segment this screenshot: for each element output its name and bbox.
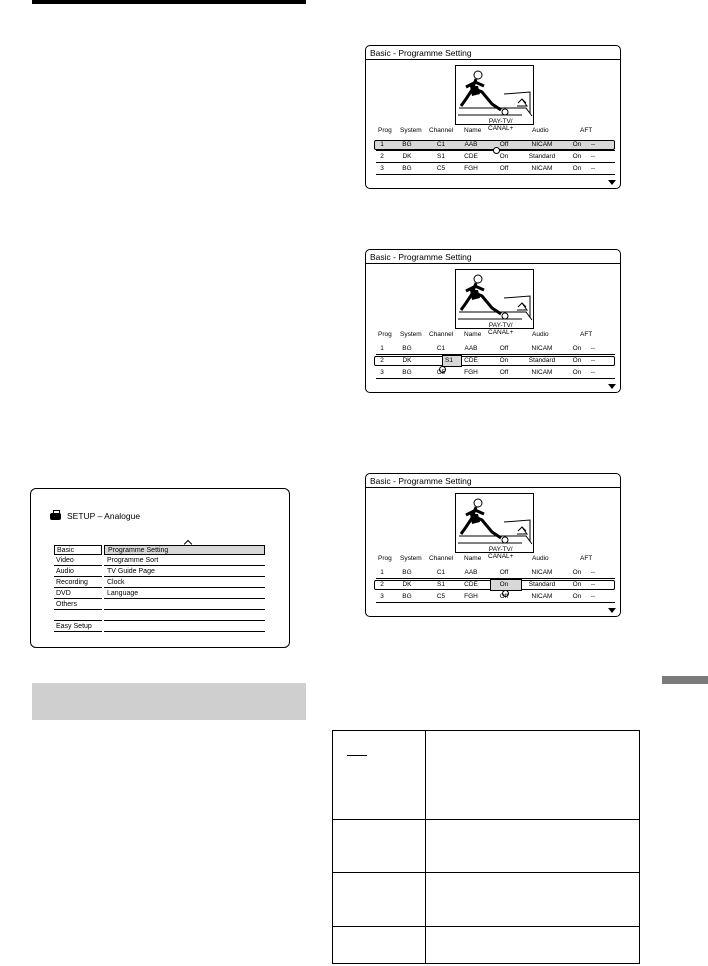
table-row[interactable] [376, 356, 615, 366]
col-prog-header: Prog [378, 331, 392, 338]
col-name-header: Name [464, 331, 482, 338]
table-row[interactable] [376, 164, 615, 175]
soccer-player-picture [455, 269, 534, 329]
cell-name: AAB [464, 569, 478, 576]
col-name-header: Name [464, 555, 482, 562]
cell-prog: 1 [380, 569, 384, 576]
cell-channel: C5 [436, 593, 446, 600]
cell-channel: S1 [437, 581, 445, 588]
cell-prog: 1 [380, 141, 384, 148]
category-recording[interactable]: Recording [54, 578, 102, 588]
cell-aft: On [572, 357, 582, 364]
cell-extra: -- [590, 369, 596, 376]
col-channel-header: Channel [429, 331, 454, 338]
cell-channel: C5 [436, 165, 446, 172]
table-row-divider [333, 819, 639, 820]
option-empty [104, 611, 265, 621]
option-programme-sort[interactable]: Programme Sort [104, 556, 265, 566]
soccer-player-picture [455, 493, 534, 553]
category-dvd[interactable]: DVD [54, 589, 102, 599]
cell-name: CDE [464, 153, 478, 160]
scroll-down-arrow-icon[interactable] [608, 384, 616, 389]
settings-table [332, 730, 640, 964]
category-video[interactable]: Video [54, 556, 102, 566]
programme-setting-screen-1 [365, 45, 621, 189]
col-prog-header: Prog [378, 127, 392, 134]
cell-prog: 2 [380, 357, 384, 364]
col-channel-header: Channel [429, 127, 454, 134]
table-row[interactable] [376, 152, 615, 163]
col-system-header: System [400, 555, 422, 562]
cell-aft: On [572, 369, 582, 376]
cell-audio: Standard [528, 153, 556, 160]
cell-paytv: Off [499, 345, 509, 352]
cell-system: BG [402, 569, 412, 576]
col-aft-header: AFT [580, 555, 593, 562]
cell-paytv: On [499, 153, 509, 160]
section-heading-band [32, 683, 306, 720]
setup-analogue-screen [30, 488, 290, 648]
cell-system: BG [402, 141, 412, 148]
cell-audio: NICAM [531, 569, 553, 576]
col-name-header: Name [464, 127, 482, 134]
table-row[interactable] [376, 568, 615, 579]
table-row[interactable] [376, 592, 615, 603]
col-aft-header: AFT [580, 127, 593, 134]
cell-audio: NICAM [531, 141, 553, 148]
cell-name: AAB [464, 141, 478, 148]
programme-setting-screen-2 [365, 249, 621, 393]
default-underline-mark [347, 755, 367, 756]
cell-extra: -- [590, 141, 596, 148]
cell-extra: -- [590, 357, 596, 364]
cell-audio: Standard [528, 581, 556, 588]
cell-paytv: On [499, 357, 509, 364]
table-row[interactable] [376, 580, 615, 590]
col-system-header: System [400, 331, 422, 338]
table-row-divider [333, 872, 639, 873]
cell-system: BG [402, 165, 412, 172]
cell-name: CDE [464, 357, 478, 364]
option-tv-guide-page[interactable]: TV Guide Page [104, 567, 265, 577]
option-programme-setting[interactable]: Programme Setting [104, 545, 265, 555]
cell-paytv: Off [499, 165, 509, 172]
cell-system: BG [402, 369, 412, 376]
cell-paytv: Off [499, 141, 509, 148]
table-row[interactable] [376, 368, 615, 379]
cell-channel: C5 [436, 369, 446, 376]
cell-paytv: Off [499, 593, 509, 600]
setup-title: SETUP – Analogue [67, 511, 141, 521]
scroll-down-arrow-icon[interactable] [608, 180, 616, 185]
cell-aft: On [572, 165, 582, 172]
cell-paytv: On [499, 581, 509, 588]
col-audio-header: Audio [532, 331, 549, 338]
col-channel-header: Channel [429, 555, 454, 562]
option-empty [104, 622, 265, 632]
cell-aft: On [572, 141, 582, 148]
category-others[interactable]: Others [54, 600, 102, 610]
cell-name: AAB [464, 345, 478, 352]
cell-aft: On [572, 593, 582, 600]
category-basic[interactable]: Basic [54, 545, 102, 555]
cell-prog: 2 [380, 153, 384, 160]
cell-channel: C1 [436, 345, 446, 352]
col-audio-header: Audio [532, 555, 549, 562]
programme-setting-screen-3 [365, 473, 621, 617]
cell-name: CDE [464, 581, 478, 588]
toolbox-icon [50, 513, 61, 520]
cell-system: BG [402, 593, 412, 600]
cell-channel: C1 [436, 569, 446, 576]
category-audio[interactable]: Audio [54, 567, 102, 577]
cell-extra: -- [590, 569, 596, 576]
cell-name: FGH [464, 369, 478, 376]
cell-prog: 1 [380, 345, 384, 352]
cell-audio: NICAM [531, 165, 553, 172]
option-empty [104, 600, 265, 610]
cell-audio: NICAM [531, 369, 553, 376]
col-paytv-header: PAY-TV/ CANAL+ [488, 322, 514, 336]
scroll-down-arrow-icon[interactable] [608, 608, 616, 613]
cell-channel: C1 [436, 141, 446, 148]
cell-system: DK [402, 153, 412, 160]
col-prog-header: Prog [378, 555, 392, 562]
cell-system: BG [402, 345, 412, 352]
option-clock[interactable]: Clock [104, 578, 265, 588]
cell-extra: -- [590, 345, 596, 352]
cell-aft: On [572, 581, 582, 588]
table-column-divider [425, 731, 426, 963]
chapter-side-tab [662, 676, 708, 684]
cell-channel: S1 [445, 357, 453, 364]
col-audio-header: Audio [532, 127, 549, 134]
cell-prog: 3 [380, 165, 384, 172]
cell-audio: NICAM [531, 345, 553, 352]
category-easy-setup[interactable]: Easy Setup [54, 622, 102, 632]
screen-title: Basic - Programme Setting [366, 474, 620, 488]
cell-paytv: Off [499, 369, 509, 376]
screen-title: Basic - Programme Setting [366, 250, 620, 264]
cell-extra: -- [590, 165, 596, 172]
screen-title: Basic - Programme Setting [366, 46, 620, 60]
col-system-header: System [400, 127, 422, 134]
cell-extra: -- [590, 581, 596, 588]
cell-extra: -- [590, 153, 596, 160]
cell-prog: 3 [380, 593, 384, 600]
cell-audio: Standard [528, 357, 556, 364]
col-paytv-header: PAY-TV/ CANAL+ [488, 118, 514, 132]
cell-channel: S1 [437, 153, 445, 160]
cell-system: DK [402, 581, 412, 588]
cell-paytv: Off [499, 569, 509, 576]
cell-prog: 3 [380, 369, 384, 376]
cell-aft: On [572, 569, 582, 576]
cell-name: FGH [464, 165, 478, 172]
cell-audio: NICAM [531, 593, 553, 600]
cell-extra: -- [590, 593, 596, 600]
option-language[interactable]: Language [104, 589, 265, 599]
cell-prog: 2 [380, 581, 384, 588]
table-row[interactable] [376, 344, 615, 355]
top-rule [32, 0, 306, 4]
soccer-player-picture [455, 65, 534, 125]
cell-aft: On [572, 153, 582, 160]
table-row-divider [333, 926, 639, 927]
col-aft-header: AFT [580, 331, 593, 338]
cell-name: FGH [464, 593, 478, 600]
cell-aft: On [572, 345, 582, 352]
col-paytv-header: PAY-TV/ CANAL+ [488, 546, 514, 560]
category-blank [54, 611, 102, 621]
cell-system: DK [402, 357, 412, 364]
